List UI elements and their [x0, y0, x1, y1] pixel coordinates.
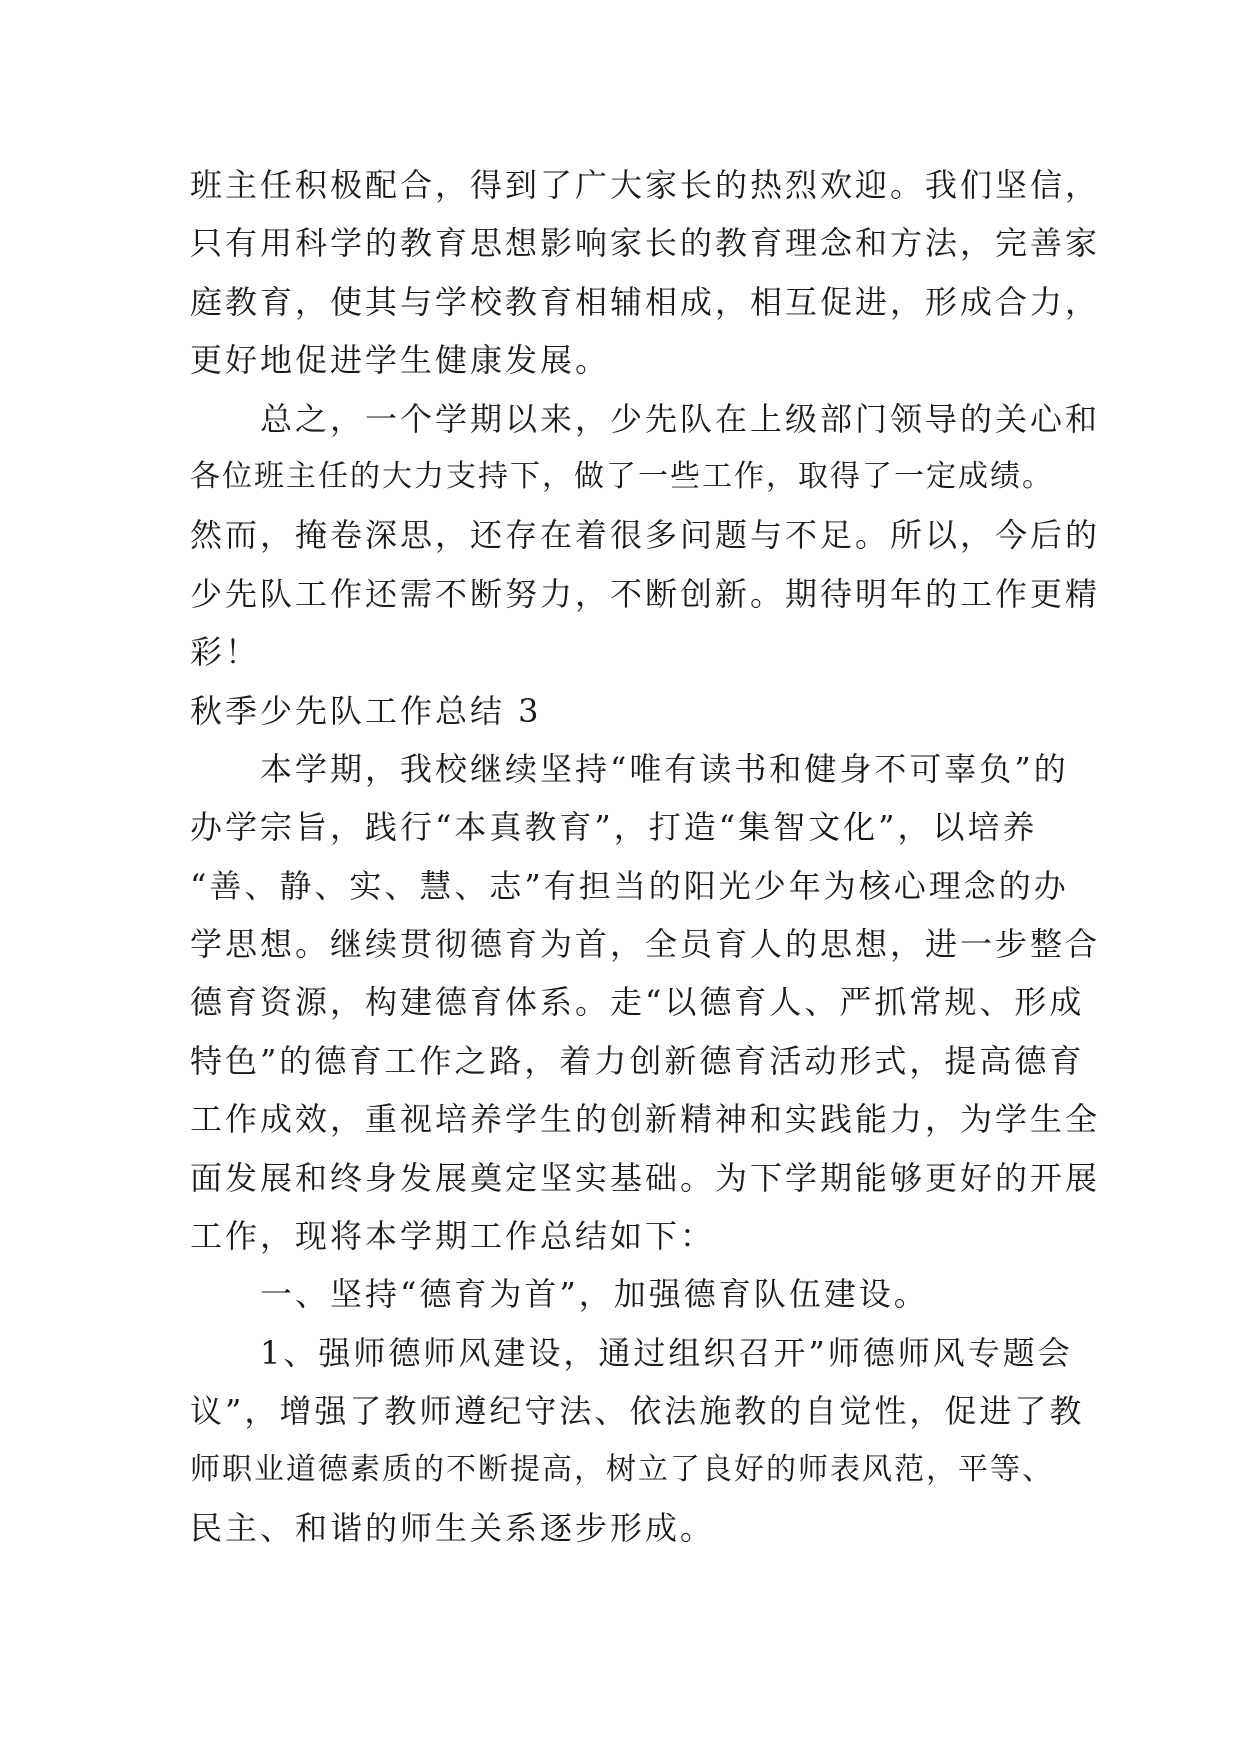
paragraph-line: “善、静、实、慧、志”有担当的阳光少年为核心理念的办 — [190, 866, 1069, 905]
paragraph-line: 班主任积极配合，得到了广大家长的热烈欢迎。我们坚信， — [190, 166, 1101, 204]
paragraph-line: 民主、和谐的师生关系逐步形成。 — [190, 1508, 716, 1547]
paragraph-line: 总之，一个学期以来，少先队在上级部门领导的关心和 — [190, 399, 1101, 438]
paragraph-line: 面发展和终身发展奠定坚实基础。为下学期能够更好的开展 — [190, 1158, 1101, 1197]
paragraph-line: 只有用科学的教育思想影响家长的教育理念和方法，完善家 — [190, 224, 1101, 263]
paragraph-line: 一、坚持“德育为首”，加强德育队伍建设。 — [190, 1275, 929, 1314]
paragraph-line: 更好地促进学生健康发展。 — [190, 341, 611, 380]
paragraph-line: 特色”的德育工作之路，着力创新德育活动形式，提高德育 — [190, 1041, 1085, 1080]
paragraph-line: 本学期，我校继续坚持“唯有读书和健身不可辜负”的 — [190, 749, 1069, 788]
paragraph-line: 工作成效，重视培养学生的创新精神和实践能力，为学生全 — [190, 1100, 1101, 1139]
document-page — [190, 156, 1101, 1557]
paragraph-line: 办学宗旨，践行“本真教育”，打造“集智文化”，以培养 — [190, 808, 1038, 847]
paragraph-line: 少先队工作还需不断努力，不断创新。期待明年的工作更精 — [190, 574, 1101, 613]
paragraph-line: 1、强师德师风建设，通过组织召开”师德师风专题会 — [190, 1333, 1073, 1372]
paragraph-line: 议”，增强了教师遵纪守法、依法施教的自觉性，促进了教 — [190, 1392, 1085, 1431]
paragraph-line: 各位班主任的大力支持下，做了一些工作，取得了一定成绩。 — [190, 458, 1054, 494]
section-heading: 秋季少先队工作总结 3 — [190, 691, 542, 730]
paragraph-line: 庭教育，使其与学校教育相辅相成，相互促进，形成合力， — [190, 282, 1101, 321]
paragraph-line: 彩！ — [190, 633, 261, 672]
paragraph-line: 工作，现将本学期工作总结如下： — [190, 1217, 716, 1256]
paragraph-line: 学思想。继续贯彻德育为首，全员育人的思想，进一步整合 — [190, 925, 1101, 964]
paragraph-line: 德育资源，构建德育体系。走“以德育人、严抓常规、形成 — [190, 983, 1085, 1022]
paragraph-line: 师职业道德素质的不断提高，树立了良好的师表风范，平等、 — [190, 1451, 1054, 1487]
paragraph-line: 然而，掩卷深思，还存在着很多问题与不足。所以，今后的 — [190, 516, 1101, 555]
